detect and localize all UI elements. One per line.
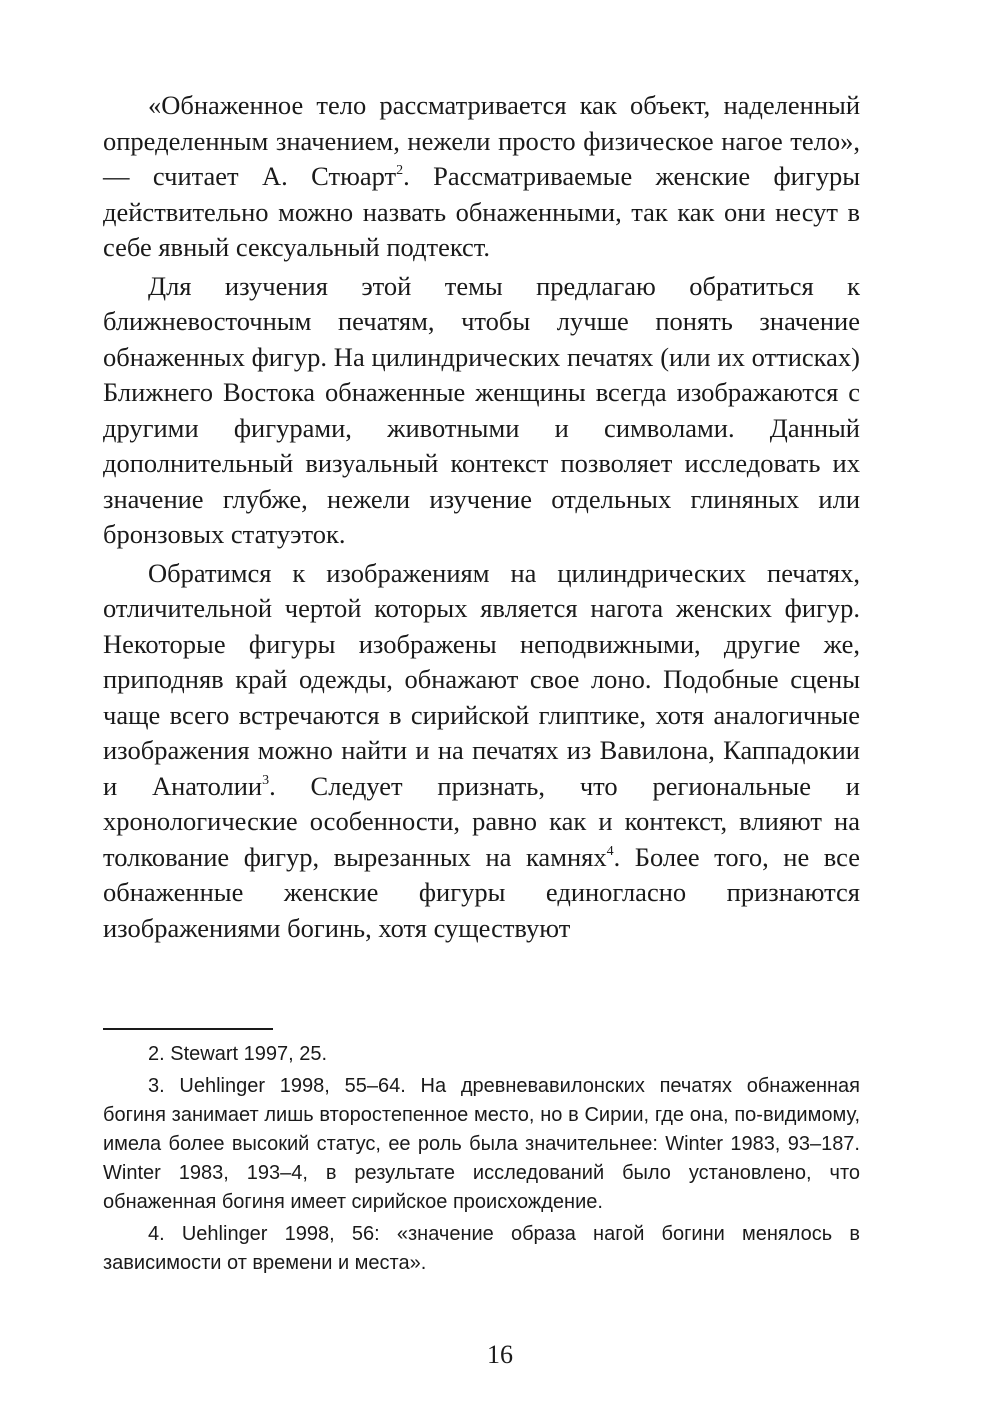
footnote-3: 3. Uehlinger 1998, 55–64. На древневавилонских печатях обнаженная богиня занимает лишь второстепенное место, но в Сирии, где она, по-видимому, имела более высокий статус, ее роль была значительнее: Winter 1983, 93–187. Winter 1983, 193–4, в результате исследований было установлено, что обнаженная богиня имеет сирийское происхождение. (103, 1075, 860, 1213)
footnote-ref-3[interactable]: 3 (262, 772, 270, 788)
paragraph-1-text-b: . Рассматриваемые женские фигуры действительно можно назвать обнаженными, так как они несут в себе явный сексуальный подтекст. (103, 161, 860, 262)
footnotes (103, 1040, 860, 1281)
paragraph-3-text-a: Обратимся к изображениям на цилиндрических печатях, отличительной чертой которых является нагота женских фигур. Некоторые фигуры изображены неподвижными, другие же, приподняв край одежды, обнажают свое лоно. Подобные сцены чаще всего встречаются в сирийской глиптике, хотя аналогичные изображения можно найти и на печатях из Вавилона, Каппадокии и Анатолии (103, 557, 860, 801)
paragraph-1-text-a: «Обнаженное тело рассматривается как объект, наделенный определенным значением, нежели просто физическое нагое тело», — считает А. Стюарт (103, 90, 860, 191)
footnote-4: 4. Uehlinger 1998, 56: «значение образа нагой богини менялось в зависимости от времени и места». (103, 1223, 860, 1274)
main-text (103, 88, 860, 949)
footnote-separator (103, 1028, 273, 1030)
page-number: 16 (487, 1340, 513, 1369)
footnote-ref-4[interactable]: 4 (606, 843, 614, 859)
footnote-ref-2[interactable]: 2 (396, 163, 404, 178)
paragraph-3-text-c: . Более того, не все обнаженные женские фигуры единогласно признаются изображениями богинь, хотя существуют (103, 841, 860, 943)
paragraph-1 (103, 88, 860, 266)
paragraph-2: Для изучения этой темы предлагаю обратиться к ближневосточным печатям, чтобы лучше понять значение обнаженных фигур. На цилиндрических печатях (или их оттисках) Ближнего Востока обнаженные женщины всегда изображаются с другими фигурами, животными и символами. Данный дополнительный визуальный контекст позволяет исследовать их значение глубже, нежели изучение отдельных глиняных или бронзовых статуэток. (103, 270, 860, 549)
footnote-2: 2. Stewart 1997, 25. (148, 1043, 328, 1065)
paragraph-3-text-b: . Следует признать, что региональные и хронологические особенности, равно как и контекст, влияют на толкование фигур, вырезанных на камнях (103, 770, 860, 872)
paragraph-3 (103, 556, 860, 947)
